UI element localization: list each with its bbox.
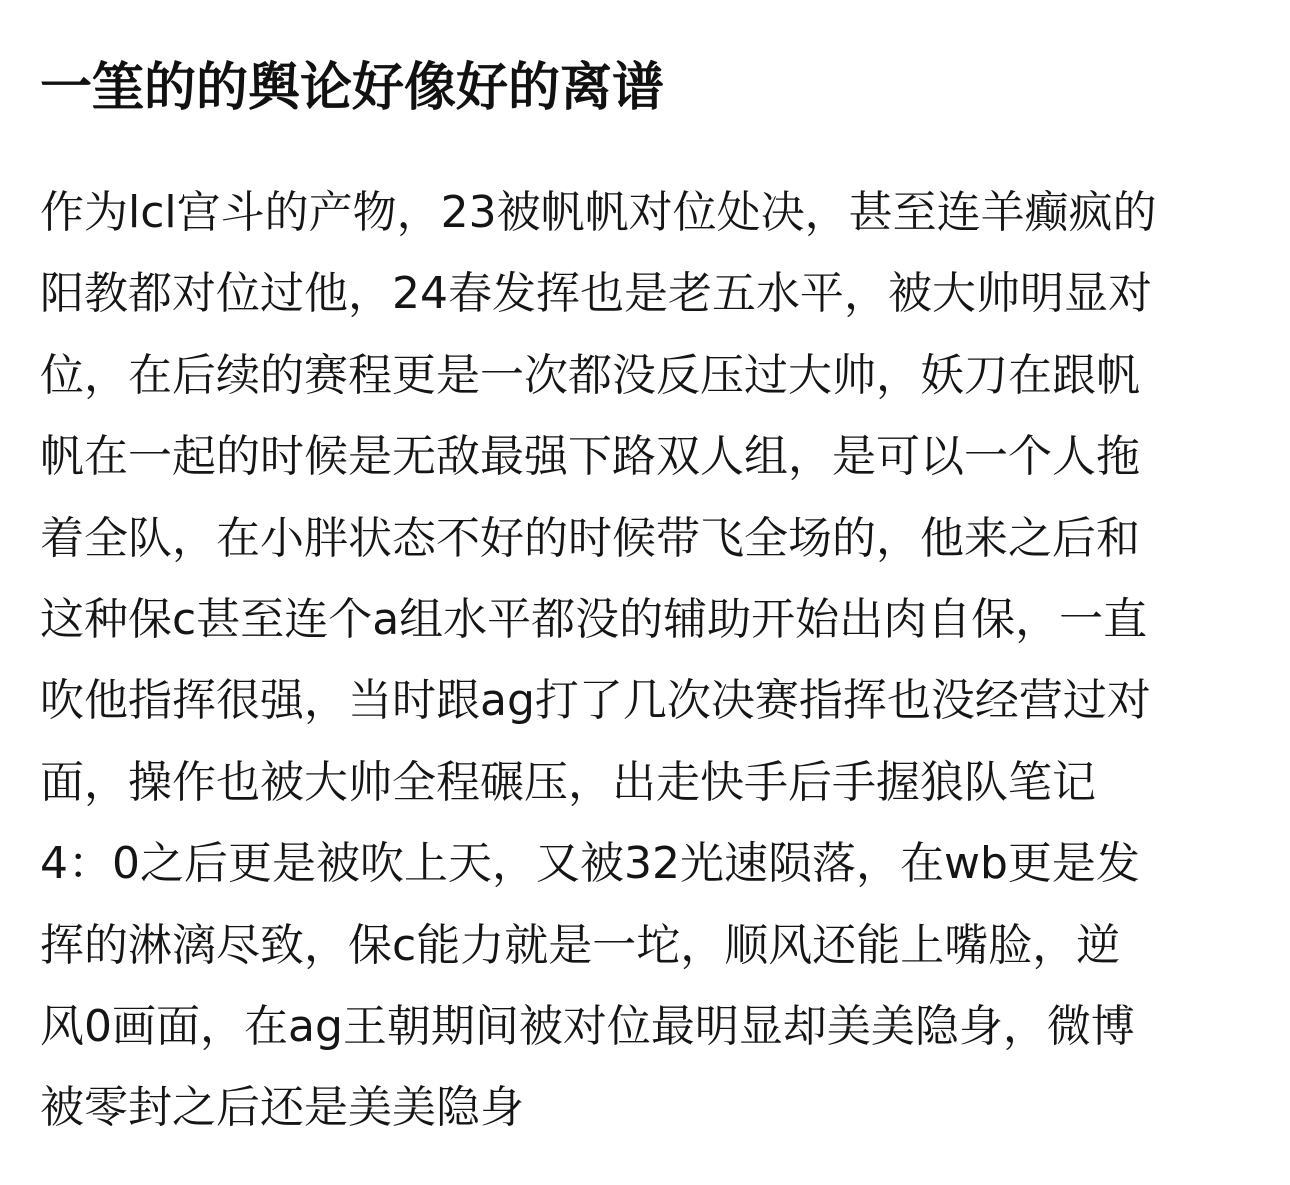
post-body-line: 被零封之后还是美美隐身 (40, 1082, 524, 1134)
post-body-line: 着全队，在小胖状态不好的时候带飞全场的，他来之后和 (40, 512, 1140, 564)
post-body-line: 4：0之后更是被吹上天，又被32光速陨落，在wb更是发 (40, 838, 1140, 890)
post-body-line: 阳教都对位过他，24春发挥也是老五水平，被大帅明显对 (40, 268, 1152, 320)
post-body-line: 挥的淋漓尽致，保c能力就是一坨，顺风还能上嘴脸，逆 (40, 919, 1121, 971)
post-body-line: 风0画面，在ag王朝期间被对位最明显却美美隐身，微博 (40, 1000, 1135, 1052)
post-body (40, 172, 1255, 1149)
post-body-line: 这种保c甚至连个a组水平都没的辅助开始出肉自保，一直 (40, 593, 1148, 645)
post-body-line: 面，操作也被大帅全程碾压，出走快手后手握狼队笔记 (40, 756, 1096, 808)
post-body-line: 吹他指挥很强，当时跟ag打了几次决赛指挥也没经营过对 (40, 675, 1151, 727)
post-title: 一筀的的舆论好像好的离谱 (40, 58, 665, 118)
post (40, 0, 1255, 1149)
post-body-line: 帆在一起的时候是无敌最强下路双人组，是可以一个人拖 (40, 431, 1140, 483)
post-body-line: 作为lcl宫斗的产物，23被帆帆对位处决，甚至连羊癫疯的 (40, 187, 1157, 238)
post-body-line: 位，在后续的赛程更是一次都没反压过大帅，妖刀在跟帆 (40, 349, 1140, 401)
